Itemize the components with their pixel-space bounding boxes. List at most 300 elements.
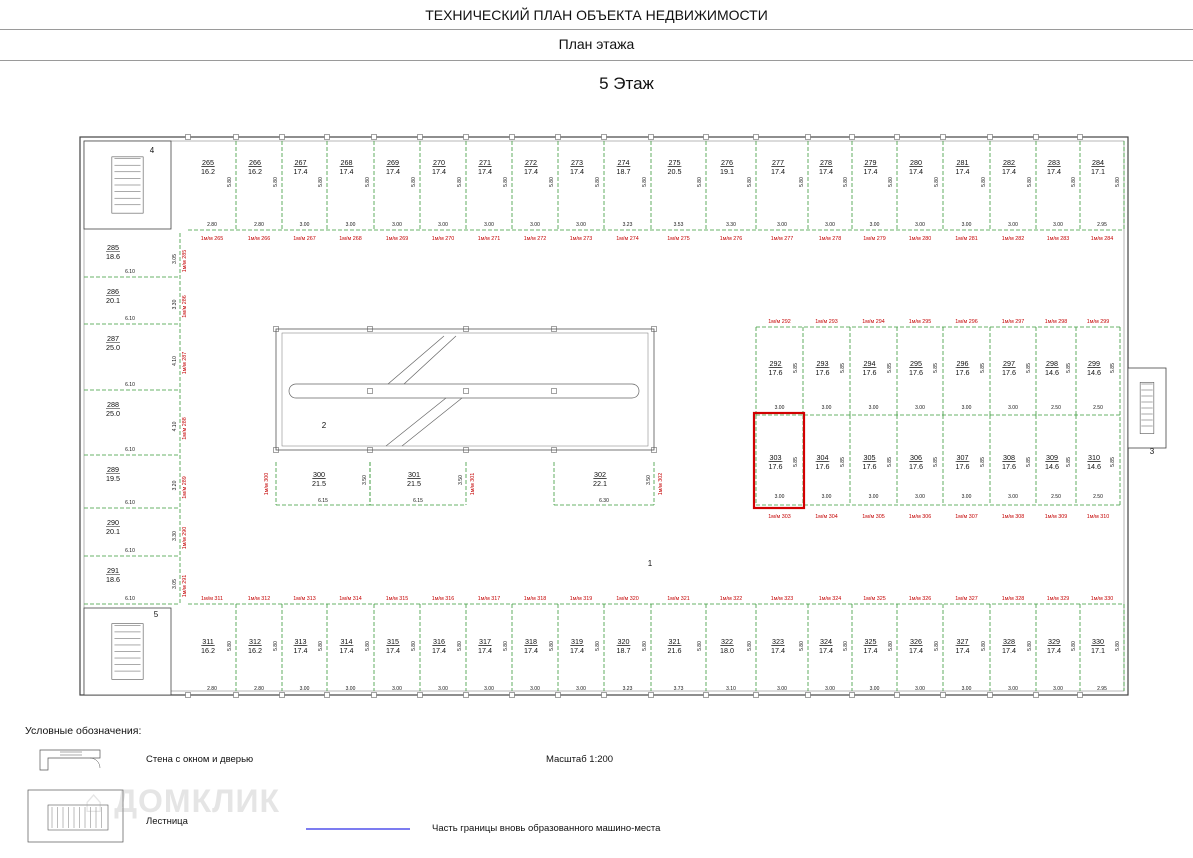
space-width: 3.00 bbox=[825, 686, 835, 692]
space-length: 5.80 bbox=[411, 641, 417, 651]
space-number: 313 bbox=[294, 637, 307, 646]
space-length: 3.05 bbox=[172, 579, 178, 589]
space-width: 3.00 bbox=[1053, 686, 1063, 692]
space-tag: 1м/м 269 bbox=[385, 236, 409, 242]
space-length: 5.85 bbox=[933, 363, 939, 373]
floor-label: 5 Этаж bbox=[599, 74, 654, 93]
space-area: 16.2 bbox=[201, 646, 215, 655]
space-area: 17.6 bbox=[862, 368, 877, 377]
space-width: 3.00 bbox=[961, 686, 972, 692]
wall-post bbox=[602, 693, 607, 698]
space-tag: 1м/м 267 bbox=[293, 236, 316, 242]
space-length: 3.50 bbox=[362, 475, 368, 485]
space-area: 17.4 bbox=[955, 646, 970, 655]
space-width: 3.00 bbox=[915, 222, 925, 228]
space-width: 3.00 bbox=[961, 494, 972, 500]
space-width: 3.00 bbox=[345, 222, 356, 228]
legend-boundary-label: Часть границы вновь образованного машино-места bbox=[432, 823, 661, 834]
space-area: 17.1 bbox=[1091, 646, 1105, 655]
space-tag: 1м/м 330 bbox=[1090, 596, 1114, 602]
space-number: 285 bbox=[107, 243, 119, 252]
space-number: 327 bbox=[956, 637, 969, 646]
space-number: 306 bbox=[910, 453, 922, 462]
space-tag: 1м/м 286 bbox=[182, 295, 188, 318]
space-area: 17.4 bbox=[819, 167, 833, 176]
space-area: 17.4 bbox=[524, 646, 538, 655]
space-length: 5.80 bbox=[934, 177, 940, 187]
space-tag: 1м/м 307 bbox=[955, 514, 978, 520]
space-length: 5.80 bbox=[888, 177, 894, 187]
space-tag: 1м/м 324 bbox=[818, 596, 842, 602]
space-area: 17.4 bbox=[955, 167, 970, 176]
wall-post bbox=[988, 135, 993, 140]
space-tag: 1м/м 298 bbox=[1044, 319, 1068, 325]
space-area: 21.5 bbox=[407, 479, 421, 488]
space-length: 4.10 bbox=[172, 356, 178, 366]
space-width: 3.00 bbox=[1053, 222, 1063, 228]
space-length: 5.80 bbox=[318, 641, 324, 651]
space-length: 5.80 bbox=[1115, 641, 1121, 651]
space-length: 5.80 bbox=[799, 641, 805, 651]
space-tag: 1м/м 321 bbox=[667, 596, 690, 602]
space-length: 5.80 bbox=[642, 641, 648, 651]
space-width: 3.53 bbox=[673, 222, 684, 228]
space-number: 281 bbox=[956, 158, 969, 167]
space-length: 5.80 bbox=[595, 177, 601, 187]
space-width: 6.15 bbox=[318, 498, 328, 504]
space-width: 3.00 bbox=[961, 405, 972, 411]
space-length: 5.80 bbox=[697, 177, 703, 187]
wall-post bbox=[850, 693, 855, 698]
wall-post bbox=[418, 135, 423, 140]
space-area: 17.4 bbox=[863, 167, 878, 176]
space-tag: 1м/м 275 bbox=[667, 236, 690, 242]
wall-post bbox=[556, 135, 561, 140]
space-area: 21.5 bbox=[312, 479, 326, 488]
space-length: 5.85 bbox=[793, 363, 799, 373]
space-number: 299 bbox=[1088, 359, 1100, 368]
space-area: 17.4 bbox=[432, 167, 446, 176]
space-number: 282 bbox=[1003, 158, 1015, 167]
legend-stairs-label: Лестница bbox=[146, 816, 188, 827]
space-number: 328 bbox=[1003, 637, 1015, 646]
space-width: 3.00 bbox=[1008, 405, 1018, 411]
space-width: 3.00 bbox=[576, 686, 586, 692]
space-width: 3.00 bbox=[299, 222, 310, 228]
space-length: 5.80 bbox=[365, 641, 371, 651]
space-width: 3.00 bbox=[868, 405, 879, 411]
legend-wall-label: Стена с окном и дверью bbox=[146, 754, 254, 765]
space-width: 3.00 bbox=[777, 222, 787, 228]
space-width: 2.80 bbox=[254, 686, 264, 692]
space-area: 25.0 bbox=[106, 409, 120, 418]
space-number: 270 bbox=[433, 158, 445, 167]
space-length: 5.80 bbox=[595, 641, 601, 651]
space-number: 323 bbox=[772, 637, 784, 646]
space-number: 267 bbox=[294, 158, 307, 167]
space-length: 5.80 bbox=[1115, 177, 1121, 187]
space-number: 288 bbox=[107, 400, 119, 409]
scale-label: Масштаб 1:200 bbox=[546, 754, 614, 765]
space-tag: 1м/м 316 bbox=[431, 596, 455, 602]
space-length: 5.80 bbox=[934, 641, 940, 651]
space-length: 5.80 bbox=[457, 177, 463, 187]
space-tag: 1м/м 285 bbox=[182, 249, 188, 273]
wall-post bbox=[464, 693, 469, 698]
space-area: 17.4 bbox=[909, 646, 923, 655]
space-number: 291 bbox=[107, 566, 119, 575]
space-width: 2.80 bbox=[207, 686, 217, 692]
space-length: 5.80 bbox=[503, 177, 509, 187]
space-tag: 1м/м 280 bbox=[908, 236, 932, 242]
space-width: 2.95 bbox=[1097, 686, 1107, 692]
wall-post bbox=[280, 693, 285, 698]
space-area: 17.4 bbox=[1002, 167, 1016, 176]
space-number: 268 bbox=[340, 158, 353, 167]
space-number: 272 bbox=[525, 158, 537, 167]
parking-spaces bbox=[84, 141, 1124, 692]
space-number: 330 bbox=[1092, 637, 1104, 646]
space-number: 301 bbox=[408, 470, 420, 479]
space-width: 3.00 bbox=[1008, 222, 1018, 228]
space-area: 17.4 bbox=[771, 646, 785, 655]
wall-post bbox=[510, 693, 515, 698]
space-tag: 1м/м 289 bbox=[182, 476, 188, 499]
space-number: 293 bbox=[816, 359, 829, 368]
wall-post bbox=[234, 135, 239, 140]
space-length: 5.80 bbox=[273, 177, 279, 187]
wall-post bbox=[806, 135, 811, 140]
space-width: 3.00 bbox=[825, 222, 835, 228]
space-number: 305 bbox=[863, 453, 876, 462]
space-length: 5.85 bbox=[840, 457, 846, 467]
space-width: 3.00 bbox=[392, 686, 402, 692]
space-area: 18.0 bbox=[720, 646, 734, 655]
space-length: 5.85 bbox=[933, 457, 939, 467]
wall-post bbox=[368, 389, 373, 394]
wall-post bbox=[418, 693, 423, 698]
space-length: 5.80 bbox=[227, 641, 233, 651]
space-tag: 1м/м 265 bbox=[200, 236, 224, 242]
space-width: 2.50 bbox=[1051, 405, 1061, 411]
space-number: 329 bbox=[1048, 637, 1060, 646]
space-tag: 1м/м 291 bbox=[182, 574, 188, 598]
space-area: 17.4 bbox=[524, 167, 538, 176]
ramp-zone-label: 2 bbox=[321, 421, 327, 430]
zone-labels bbox=[150, 146, 1155, 619]
wall-post bbox=[372, 135, 377, 140]
space-number: 274 bbox=[617, 158, 630, 167]
document-subtitle: План этажа bbox=[558, 36, 635, 52]
space-length: 5.85 bbox=[1026, 363, 1032, 373]
space-area: 17.6 bbox=[1002, 368, 1016, 377]
wall-post bbox=[941, 693, 946, 698]
wall-post bbox=[464, 389, 469, 394]
space-number: 302 bbox=[594, 470, 606, 479]
wall-post bbox=[1078, 135, 1083, 140]
space-tag: 1м/м 294 bbox=[862, 319, 885, 325]
space-length: 5.80 bbox=[1027, 177, 1033, 187]
space-number: 297 bbox=[1003, 359, 1015, 368]
space-area: 17.6 bbox=[815, 462, 830, 471]
space-number: 271 bbox=[479, 158, 491, 167]
space-width: 6.30 bbox=[599, 498, 609, 504]
space-area: 17.4 bbox=[909, 167, 923, 176]
space-tag: 1м/м 319 bbox=[569, 596, 593, 602]
space-length: 5.80 bbox=[549, 641, 555, 651]
space-number: 303 bbox=[769, 453, 782, 462]
space-number: 324 bbox=[820, 637, 832, 646]
space-number: 277 bbox=[772, 158, 784, 167]
space-tag: 1м/м 284 bbox=[1090, 236, 1114, 242]
space-area: 18.6 bbox=[106, 575, 120, 584]
space-tag: 1м/м 297 bbox=[1001, 319, 1025, 325]
space-area: 17.4 bbox=[1047, 167, 1061, 176]
space-number: 287 bbox=[107, 334, 119, 343]
space-width: 3.00 bbox=[484, 686, 494, 692]
wall-post bbox=[895, 135, 900, 140]
legend-wall-symbol bbox=[40, 750, 100, 770]
space-number: 300 bbox=[313, 470, 325, 479]
wall-post bbox=[280, 135, 285, 140]
space-length: 3.30 bbox=[172, 531, 178, 541]
legend-door-arc bbox=[90, 758, 100, 768]
space-area: 16.2 bbox=[201, 167, 215, 176]
space-length: 5.85 bbox=[1066, 363, 1072, 373]
space-number: 310 bbox=[1088, 453, 1100, 462]
space-number: 312 bbox=[249, 637, 261, 646]
space-width: 3.00 bbox=[530, 686, 540, 692]
space-length: 3.50 bbox=[646, 475, 652, 485]
space-width: 3.00 bbox=[915, 405, 925, 411]
space-area: 14.6 bbox=[1045, 462, 1059, 471]
space-tag: 1м/м 278 bbox=[818, 236, 842, 242]
space-length: 5.80 bbox=[457, 641, 463, 651]
space-area: 17.6 bbox=[955, 368, 970, 377]
space-area: 17.6 bbox=[862, 462, 877, 471]
space-tag: 1м/м 322 bbox=[719, 596, 743, 602]
space-area: 14.6 bbox=[1045, 368, 1059, 377]
space-area: 17.6 bbox=[909, 462, 923, 471]
space-tag: 1м/м 323 bbox=[770, 596, 794, 602]
space-area: 18.6 bbox=[106, 252, 120, 261]
space-tag: 1м/м 314 bbox=[339, 596, 362, 602]
space-area: 17.4 bbox=[339, 167, 354, 176]
space-tag: 1м/м 311 bbox=[201, 596, 223, 602]
space-number: 307 bbox=[956, 453, 969, 462]
space-area: 18.7 bbox=[616, 167, 631, 176]
space-number: 325 bbox=[864, 637, 877, 646]
space-tag: 1м/м 312 bbox=[247, 596, 271, 602]
space-width: 6.10 bbox=[125, 548, 135, 554]
space-area: 17.6 bbox=[768, 368, 783, 377]
space-width: 3.00 bbox=[438, 686, 448, 692]
space-width: 3.00 bbox=[774, 494, 785, 500]
space-number: 290 bbox=[107, 518, 119, 527]
space-width: 3.00 bbox=[915, 494, 925, 500]
space-tag: 1м/м 306 bbox=[908, 514, 932, 520]
space-area: 17.4 bbox=[570, 646, 584, 655]
space-number: 316 bbox=[433, 637, 445, 646]
space-width: 3.00 bbox=[299, 686, 310, 692]
space-number: 279 bbox=[864, 158, 877, 167]
wall-post bbox=[806, 693, 811, 698]
space-tag: 1м/м 325 bbox=[863, 596, 886, 602]
space-width: 3.00 bbox=[392, 222, 402, 228]
space-tag: 1м/м 272 bbox=[523, 236, 547, 242]
space-width: 3.00 bbox=[821, 494, 832, 500]
space-area: 17.1 bbox=[1091, 167, 1105, 176]
space-width: 3.00 bbox=[576, 222, 586, 228]
space-area: 20.1 bbox=[106, 527, 120, 536]
space-area: 17.6 bbox=[815, 368, 830, 377]
document-title: ТЕХНИЧЕСКИЙ ПЛАН ОБЪЕКТА НЕДВИЖИМОСТИ bbox=[425, 7, 768, 23]
space-length: 5.85 bbox=[1026, 457, 1032, 467]
space-tag: 1м/м 274 bbox=[616, 236, 639, 242]
space-width: 3.00 bbox=[1008, 686, 1018, 692]
space-area: 16.2 bbox=[248, 167, 262, 176]
space-tag: 1м/м 292 bbox=[768, 319, 791, 325]
space-width: 2.50 bbox=[1093, 494, 1103, 500]
stair-5-label: 5 bbox=[153, 610, 159, 619]
space-length: 5.80 bbox=[747, 641, 753, 651]
space-length: 5.80 bbox=[318, 177, 324, 187]
space-area: 21.6 bbox=[667, 646, 682, 655]
space-number: 280 bbox=[910, 158, 922, 167]
wall-post bbox=[556, 693, 561, 698]
legend-title: Условные обозначения: bbox=[25, 725, 142, 737]
space-number: 269 bbox=[387, 158, 399, 167]
space-area: 20.5 bbox=[667, 167, 682, 176]
space-number: 294 bbox=[863, 359, 876, 368]
space-width: 2.80 bbox=[254, 222, 264, 228]
wall-post bbox=[1034, 135, 1039, 140]
space-tag: 1м/м 313 bbox=[293, 596, 316, 602]
space-area: 18.7 bbox=[616, 646, 631, 655]
space-tag: 1м/м 326 bbox=[908, 596, 932, 602]
space-length: 5.80 bbox=[697, 641, 703, 651]
wall-post bbox=[1034, 693, 1039, 698]
space-number: 326 bbox=[910, 637, 922, 646]
wall-post bbox=[372, 693, 377, 698]
space-width: 2.50 bbox=[1093, 405, 1103, 411]
space-length: 5.85 bbox=[793, 457, 799, 467]
space-number: 266 bbox=[249, 158, 261, 167]
space-length: 5.80 bbox=[1071, 177, 1077, 187]
wall-post bbox=[941, 135, 946, 140]
space-area: 17.4 bbox=[293, 167, 308, 176]
space-width: 2.80 bbox=[207, 222, 217, 228]
space-number: 309 bbox=[1046, 453, 1058, 462]
space-area: 14.6 bbox=[1087, 462, 1101, 471]
wall-post bbox=[1078, 693, 1083, 698]
space-area: 17.6 bbox=[955, 462, 970, 471]
wall-post bbox=[754, 135, 759, 140]
space-tag: 1м/м 290 bbox=[182, 526, 188, 550]
space-tag: 1м/м 310 bbox=[1086, 514, 1110, 520]
space-length: 5.80 bbox=[981, 177, 987, 187]
space-tag: 1м/м 276 bbox=[719, 236, 743, 242]
space-area: 17.4 bbox=[339, 646, 354, 655]
space-length: 5.80 bbox=[1027, 641, 1033, 651]
space-number: 315 bbox=[387, 637, 399, 646]
space-length: 5.85 bbox=[980, 457, 986, 467]
space-width: 6.10 bbox=[125, 500, 135, 506]
space-length: 3.20 bbox=[172, 480, 178, 491]
space-length: 5.80 bbox=[642, 177, 648, 187]
wall-post bbox=[325, 135, 330, 140]
space-number: 304 bbox=[816, 453, 829, 462]
space-number: 292 bbox=[769, 359, 782, 368]
space-number: 320 bbox=[617, 637, 630, 646]
space-number: 296 bbox=[956, 359, 969, 368]
space-length: 5.85 bbox=[887, 363, 893, 373]
space-tag: 1м/м 327 bbox=[955, 596, 978, 602]
space-length: 5.80 bbox=[888, 641, 894, 651]
space-length: 5.80 bbox=[843, 177, 849, 187]
space-tag: 1м/м 303 bbox=[768, 514, 791, 520]
space-tag: 1м/м 317 bbox=[477, 596, 501, 602]
space-length: 5.85 bbox=[887, 457, 893, 467]
space-width: 6.10 bbox=[125, 269, 135, 275]
space-length: 5.80 bbox=[843, 641, 849, 651]
wall-post bbox=[325, 693, 330, 698]
space-tag: 1м/м 320 bbox=[616, 596, 639, 602]
space-area: 14.6 bbox=[1087, 368, 1101, 377]
space-tag: 1м/м 305 bbox=[862, 514, 885, 520]
space-tag: 1м/м 304 bbox=[815, 514, 838, 520]
space-tag: 1м/м 318 bbox=[523, 596, 547, 602]
space-length: 5.85 bbox=[840, 363, 846, 373]
space-length: 5.80 bbox=[503, 641, 509, 651]
space-number: 283 bbox=[1048, 158, 1060, 167]
space-area: 17.4 bbox=[432, 646, 446, 655]
space-length: 5.80 bbox=[799, 177, 805, 187]
space-width: 3.00 bbox=[345, 686, 356, 692]
space-length: 5.85 bbox=[1110, 457, 1116, 467]
space-area: 17.4 bbox=[386, 167, 400, 176]
space-tag: 1м/м 301 bbox=[470, 472, 476, 496]
wall-post bbox=[649, 135, 654, 140]
space-number: 273 bbox=[571, 158, 583, 167]
stair-4-label: 4 bbox=[149, 146, 155, 155]
space-width: 2.95 bbox=[1097, 222, 1107, 228]
space-width: 6.15 bbox=[413, 498, 423, 504]
space-length: 5.80 bbox=[981, 641, 987, 651]
space-length: 5.85 bbox=[980, 363, 986, 373]
wall-post bbox=[602, 135, 607, 140]
space-number: 289 bbox=[107, 465, 119, 474]
space-width: 3.00 bbox=[777, 686, 787, 692]
space-tag: 1м/м 270 bbox=[431, 236, 455, 242]
space-width: 3.00 bbox=[438, 222, 448, 228]
space-width: 2.50 bbox=[1051, 494, 1061, 500]
space-tag: 1м/м 295 bbox=[908, 319, 932, 325]
space-number: 321 bbox=[668, 637, 681, 646]
space-tag: 1м/м 268 bbox=[339, 236, 362, 242]
space-width: 6.10 bbox=[125, 316, 135, 322]
wall-post bbox=[186, 693, 191, 698]
space-length: 5.80 bbox=[1071, 641, 1077, 651]
space-width: 3.23 bbox=[622, 686, 633, 692]
space-area: 17.4 bbox=[1002, 646, 1016, 655]
space-width: 3.00 bbox=[868, 494, 879, 500]
wall-post bbox=[850, 135, 855, 140]
space-length: 5.85 bbox=[1066, 457, 1072, 467]
space-number: 298 bbox=[1046, 359, 1058, 368]
wall-post bbox=[186, 135, 191, 140]
watermark-logo: ⌂ ДОМКЛИК bbox=[84, 783, 281, 819]
